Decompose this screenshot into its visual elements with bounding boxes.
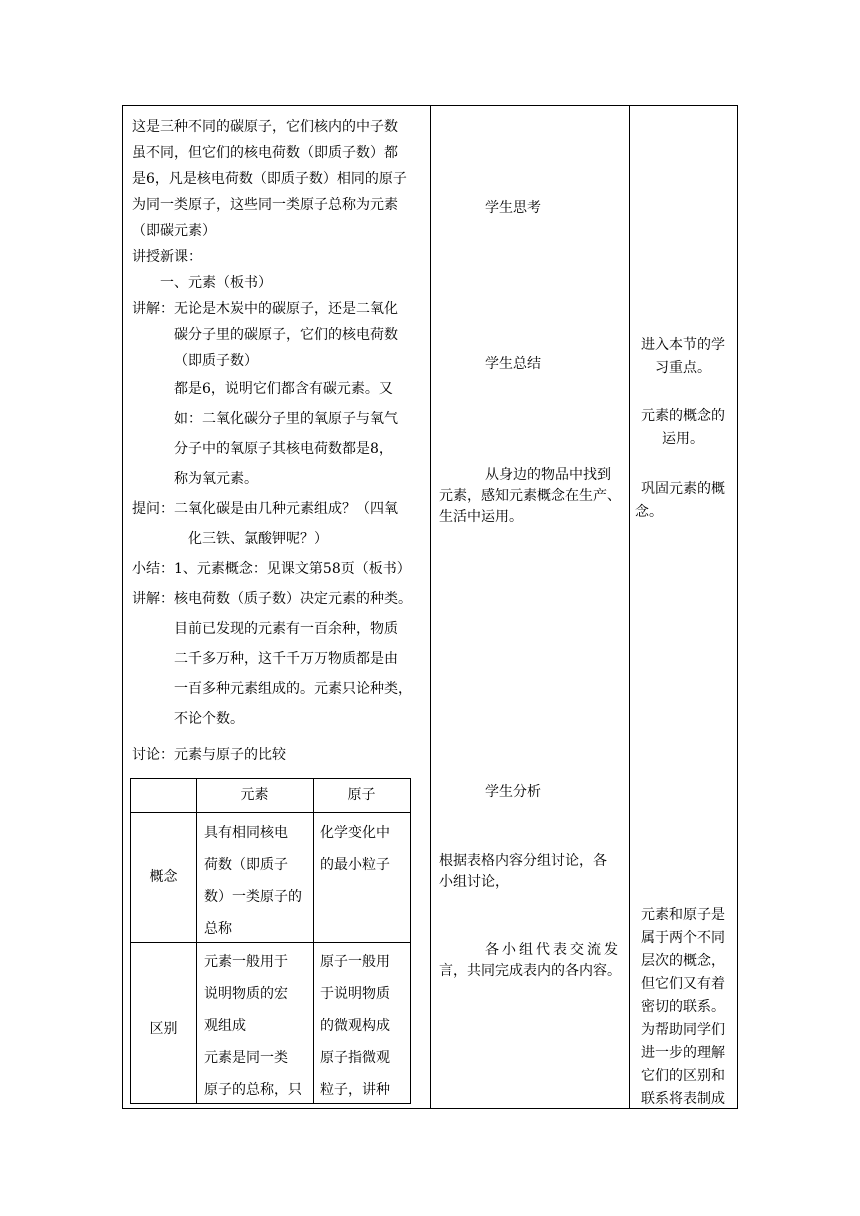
- cell-line: 于说明物质: [320, 986, 390, 1002]
- element-atom-comparison-table: [130, 778, 411, 1104]
- header-element: 元素: [240, 787, 269, 803]
- concept-atom-cell: [320, 817, 410, 881]
- cell-line: 原子指微观: [320, 1050, 390, 1066]
- text-line: 化三铁、氯酸钾呢？）: [188, 531, 328, 547]
- student-summary: 学生总结: [485, 356, 541, 372]
- text-line: （即质子数）: [174, 353, 258, 369]
- text-line: 习重点。: [655, 360, 711, 376]
- table-divider: [131, 812, 410, 813]
- cell-line: 具有相同核电: [204, 825, 288, 841]
- concept-element-cell: [204, 817, 312, 945]
- text-line: 如：二氧化碳分子里的氧原子与氧气: [174, 411, 398, 427]
- column-divider: [430, 106, 431, 1108]
- student-discuss: [439, 851, 621, 893]
- cell-line: 原子的总称，只: [204, 1082, 302, 1098]
- text-line: 为帮助同学们: [641, 1022, 725, 1038]
- text-line: 是6，凡是核电荷数（即质子数）相同的原子: [132, 171, 407, 187]
- cell-line: 元素是同一类: [204, 1050, 288, 1066]
- text-line: 讨论：元素与原子的比较: [132, 747, 286, 763]
- difference-atom-cell: [320, 946, 410, 1106]
- section-heading: 一、元素（板书）: [160, 275, 272, 291]
- text-line: 碳分子里的碳原子，它们的核电荷数: [174, 327, 398, 343]
- text-line: （即碳元素）: [132, 223, 216, 239]
- row-label-concept: 概念: [149, 869, 178, 885]
- student-report: [439, 940, 621, 982]
- text-line: 进一步的理解: [641, 1045, 725, 1061]
- text-line: 念。: [635, 504, 663, 520]
- text-line: 根据表格内容分组讨论，各: [439, 853, 607, 869]
- text-line: 讲解：无论是木炭中的碳原子，还是二氧化: [132, 301, 398, 317]
- text-line: 属于两个不同: [641, 930, 725, 946]
- cell-line: 粒子，讲种: [320, 1082, 390, 1098]
- text-line: 元素和原子是: [641, 907, 725, 923]
- student-analyze: 学生分析: [485, 784, 541, 800]
- text-line: 但它们又有着: [641, 976, 725, 992]
- text-line: 联系将表制成: [641, 1091, 725, 1107]
- cell-line: 原子一般用: [320, 954, 390, 970]
- text-line: 密切的联系。: [641, 999, 725, 1015]
- text-line: 小组讨论，: [439, 874, 509, 890]
- text-line: 生活中运用。: [439, 509, 523, 525]
- intent-consolidate: [631, 478, 735, 524]
- text-line: 层次的概念，: [641, 953, 725, 969]
- text-line: 不论个数。: [174, 711, 244, 727]
- text-line: 提问：二氧化碳是由几种元素组成？（四氧: [132, 501, 398, 517]
- cell-line: 说明物质的宏: [204, 986, 288, 1002]
- text-line: 目前已发现的元素有一百余种，物质: [174, 621, 398, 637]
- cell-line: 荷数（即质子: [204, 857, 288, 873]
- teacher-activity-column: [132, 114, 430, 768]
- text-line: 讲解：核电荷数（质子数）决定元素的种类。: [132, 591, 412, 607]
- text-line: 分子中的氧原子其核电荷数都是8，: [174, 441, 393, 457]
- text-line: 元素的概念的: [641, 408, 725, 424]
- text-line: 这是三种不同的碳原子，它们核内的中子数: [132, 119, 398, 135]
- text-line: 言，共同完成表内的各内容。: [439, 963, 621, 979]
- intent-focus: [631, 334, 735, 380]
- intent-relation: [631, 904, 735, 1111]
- student-find: [439, 465, 621, 528]
- intent-apply: [631, 405, 735, 451]
- column-divider: [629, 106, 630, 1108]
- difference-element-cell: [204, 946, 312, 1106]
- text-line: 元素，感知元素概念在生产、: [439, 488, 621, 504]
- text-line: 运用。: [662, 431, 704, 447]
- text-line: 称为氧元素。: [174, 471, 258, 487]
- cell-line: 的微观构成: [320, 1018, 390, 1034]
- table-divider: [313, 779, 314, 1103]
- cell-line: 数）一类原子的: [204, 889, 302, 905]
- cell-line: 元素一般用于: [204, 954, 288, 970]
- text-line: 虽不同，但它们的核电荷数（即质子数）都: [132, 145, 398, 161]
- text-line: 一百多种元素组成的。元素只论种类，: [174, 681, 412, 697]
- cell-line: 总称: [204, 921, 232, 937]
- text-line: 从身边的物品中找到: [485, 467, 611, 483]
- table-divider: [196, 779, 197, 1103]
- cell-line: 的最小粒子: [320, 857, 390, 873]
- row-label-difference: 区别: [149, 1021, 178, 1037]
- lesson-plan-table: [122, 105, 738, 1109]
- text-line: 巩固元素的概: [641, 481, 725, 497]
- cell-line: 化学变化中: [320, 825, 390, 841]
- header-atom: 原子: [347, 787, 376, 803]
- student-think: 学生思考: [485, 200, 541, 216]
- text-line: 为同一类原子，这些同一类原子总称为元素: [132, 197, 398, 213]
- text-line: 二千多万种，这千千万万物质都是由: [174, 651, 398, 667]
- text-line: 讲授新课：: [132, 249, 202, 265]
- cell-line: 观组成: [204, 1018, 246, 1034]
- text-line: 各小组代表交流发: [485, 942, 621, 958]
- text-line: 它们的区别和: [641, 1068, 725, 1084]
- text-line: 进入本节的学: [641, 337, 725, 353]
- text-line: 小结：1、元素概念：见课文第58页（板书）: [132, 561, 411, 577]
- text-line: 都是6，说明它们都含有碳元素。又: [174, 381, 393, 397]
